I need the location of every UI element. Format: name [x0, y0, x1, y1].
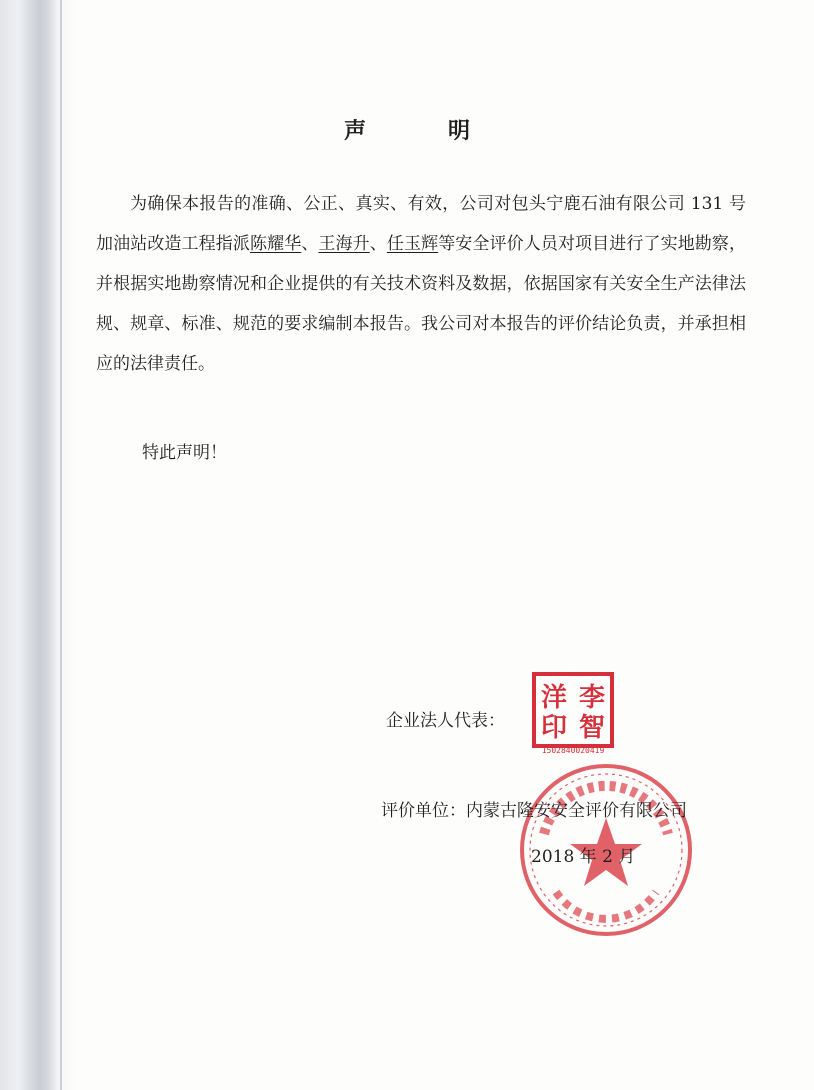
seal-char-1: 洋 — [540, 683, 568, 713]
seal-number: 1502840020419 — [541, 746, 605, 755]
declaration-text: 特此声明！ — [142, 443, 227, 463]
assessor-name-1: 陈耀华 — [249, 234, 302, 254]
binding-line — [60, 0, 62, 1090]
seal-char-3: 印 — [540, 713, 568, 743]
assessor-name-2: 王海升 — [318, 234, 370, 254]
name-separator-1: 、 — [301, 234, 319, 254]
assessment-unit: 评价单位：内蒙古隆安安全评价有限公司 — [381, 801, 687, 821]
personal-seal — [530, 670, 616, 756]
statement-paragraph — [96, 184, 746, 384]
paragraph-part-2: 等安全评价人员对项目进行了实地勘察，并根据实地勘察情况和企业提供的有关技术资料及数据，依据国家有关安全生产法律法规、规章、标准、规范的要求编制本报告。我公司对本报告的评价结论负责，并承担相应的法律责任。 — [96, 234, 747, 374]
seal-char-4: 智 — [578, 713, 606, 743]
document-date: 2018 年 2 月 — [531, 847, 636, 867]
binding-shadow — [0, 0, 78, 1090]
legal-representative-label: 企业法人代表： — [386, 711, 505, 731]
paragraph-part-1: 为确保本报告的准确、公正、真实、有效，公司对包头宁鹿石油有限公司 131 号加油站改造工程指派 — [96, 194, 746, 254]
page-title: 声 明 — [343, 118, 500, 144]
assessor-name-3: 任玉辉 — [386, 234, 439, 254]
seal-char-2: 李 — [578, 683, 606, 713]
name-separator-2: 、 — [369, 234, 387, 254]
